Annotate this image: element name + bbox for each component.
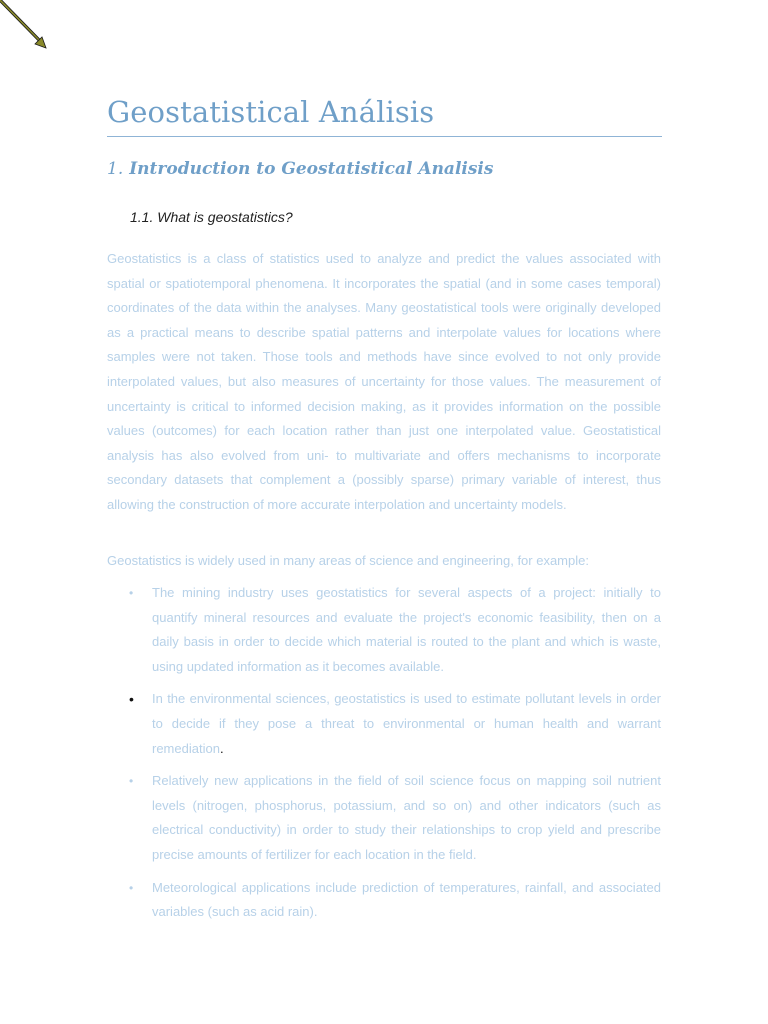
subsection-heading: 1.1. What is geostatistics? bbox=[130, 209, 293, 225]
list-item bbox=[107, 769, 661, 867]
bullet-icon: • bbox=[129, 774, 134, 789]
list-item-text: In the environmental sciences, geostatistics is used to estimate pollutant levels in order to decide if they pose a threat to environmental or human health and warrant remediation bbox=[152, 691, 661, 756]
section-heading bbox=[107, 157, 667, 181]
list-item-text: Relatively new applications in the field of soil science focus on mapping soil nutrient levels (nitrogen, phosphorus, potassium, and so on) and other indicators (such as electrical conductivity) in order to study their relationships to crop yield and prescribe precise amounts of fertilizer for each location in the field. bbox=[152, 773, 661, 862]
bullet-icon: • bbox=[129, 586, 134, 600]
paragraph-definition: Geostatistics is a class of statistics used to analyze and predict the values associated with spatial or spatiotemporal phenomena. It incorporates the spatial (and in some cases temporal) coordinates of the data within the analyses. Many geostatistical tools were originally developed as a practical means to describe spatial patterns and interpolate values for locations where samples were not taken. Those tools and methods have since evolved to not only provide interpolated values, but also measures of uncertainty for those values. The measurement of uncertainty is critical to informed decision making, as it provides information on the possible values (outcomes) for each location rather than just one interpolated value. Geostatistical analysis has also evolved from uni- to multivariate and offers mechanisms to incorporate secondary datasets that complement a (possibly sparse) primary variable of interest, thus allowing the construction of more accurate interpolation and uncertainty models. bbox=[107, 251, 661, 512]
list-item bbox=[107, 581, 661, 679]
diagonal-arrow-icon bbox=[0, 0, 50, 52]
applications-list bbox=[107, 581, 661, 933]
bullet-icon: • bbox=[129, 691, 134, 708]
title-underline bbox=[107, 136, 662, 137]
list-item-text: Meteorological applications include prediction of temperatures, rainfall, and associated variables (such as acid rain). bbox=[152, 879, 661, 920]
section-number: 1. bbox=[107, 159, 124, 179]
list-item-text: The mining industry uses geostatistics for several aspects of a project: initially to quantify mineral resources and evaluate the project's economic feasibility, then on a daily basis in order to decide which material is routed to the plant and which is waste, using updated information as it becomes available. bbox=[152, 585, 661, 674]
bullet-icon: • bbox=[129, 880, 134, 895]
section-title: Introduction to Geostatistical Analisis bbox=[129, 159, 494, 179]
list-item-period: . bbox=[219, 740, 224, 756]
list-item bbox=[107, 687, 661, 761]
list-item bbox=[107, 876, 661, 925]
paragraph-uses-intro: Geostatistics is widely used in many areas of science and engineering, for example: bbox=[107, 553, 589, 568]
document-title: Geostatistical Análisis bbox=[107, 95, 435, 129]
